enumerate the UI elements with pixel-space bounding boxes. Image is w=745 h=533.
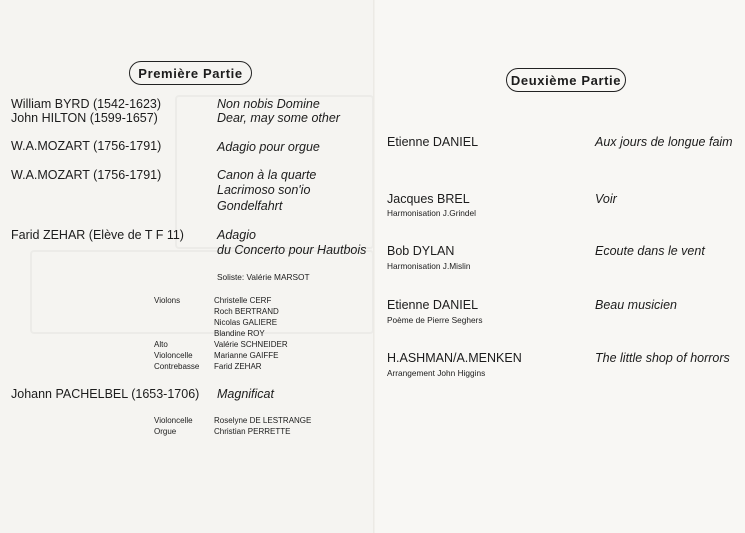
artist-brel: Jacques BREL	[387, 192, 470, 206]
violin-player: Roch BERTRAND	[214, 307, 279, 316]
composer-mozart-2: W.A.MOZART (1756-1791)	[11, 168, 162, 182]
dylan-harmonisation: Harmonisation J.Mislin	[387, 261, 471, 271]
alto-label: Alto	[154, 340, 168, 349]
premiere-partie-heading: Première Partie	[129, 61, 252, 85]
title-aux-jours: Aux jours de longue faim	[595, 135, 733, 149]
composer-mozart-1: W.A.MOZART (1756-1791)	[11, 139, 162, 153]
title-dear-may: Dear, may some other	[217, 111, 340, 125]
composer-hilton: John HILTON (1599-1657)	[11, 111, 158, 125]
composer-pachelbel: Johann PACHELBEL (1653-1706)	[11, 387, 200, 401]
contrebasse-label: Contrebasse	[154, 362, 200, 371]
violin-player: Nicolas GALIERE	[214, 318, 278, 327]
title-magnificat: Magnificat	[217, 387, 274, 401]
violoncelle-label: Violoncelle	[154, 351, 193, 360]
composer-zehar: Farid ZEHAR (Elève de T F 11)	[11, 228, 184, 242]
title-ecoute: Ecoute dans le vent	[595, 244, 705, 258]
higgins-arrangement: Arrangement John Higgins	[387, 368, 486, 378]
violoncelle-player: Roselyne DE LESTRANGE	[214, 416, 312, 425]
title-gondelfahrt: Gondelfahrt	[217, 199, 283, 213]
orgue-player: Christian PERRETTE	[214, 427, 291, 436]
bleed-through-shadow	[30, 250, 374, 334]
deuxieme-partie-heading: Deuxième Partie	[506, 68, 626, 92]
artist-dylan: Bob DYLAN	[387, 244, 455, 258]
title-beau-musicien: Beau musicien	[595, 298, 677, 312]
title-non-nobis: Non nobis Domine	[217, 97, 320, 111]
title-adagio-orgue: Adagio pour orgue	[217, 140, 320, 154]
violons-label: Violons	[154, 296, 181, 305]
contrebasse-player: Farid ZEHAR	[214, 362, 262, 371]
right-page	[375, 0, 745, 533]
brel-harmonisation: Harmonisation J.Grindel	[387, 208, 476, 218]
orgue-label: Orgue	[154, 427, 177, 436]
composer-byrd: William BYRD (1542-1623)	[11, 97, 162, 111]
artist-daniel: Etienne DANIEL	[387, 135, 479, 149]
title-adagio: Adagio	[217, 228, 256, 242]
artist-ashman-menken: H.ASHMAN/A.MENKEN	[387, 351, 522, 365]
violoncelle-player: Marianne GAIFFE	[214, 351, 279, 360]
title-concerto-hautbois: du Concerto pour Hautbois	[217, 243, 367, 257]
violin-player: Blandine ROY	[214, 329, 265, 338]
title-voir: Voir	[595, 192, 617, 206]
violoncelle-label: Violoncelle	[154, 416, 193, 425]
title-lacrimoso: Lacrimoso son'io	[217, 183, 311, 197]
title-canon: Canon à la quarte	[217, 168, 317, 182]
soloist-line: Soliste: Valérie MARSOT	[217, 272, 310, 282]
violin-player: Christelle CERF	[214, 296, 272, 305]
seghers-poem: Poème de Pierre Seghers	[387, 315, 483, 325]
title-little-shop: The little shop of horrors	[595, 351, 730, 365]
artist-daniel-2: Etienne DANIEL	[387, 298, 479, 312]
alto-player: Valérie SCHNEIDER	[214, 340, 288, 349]
